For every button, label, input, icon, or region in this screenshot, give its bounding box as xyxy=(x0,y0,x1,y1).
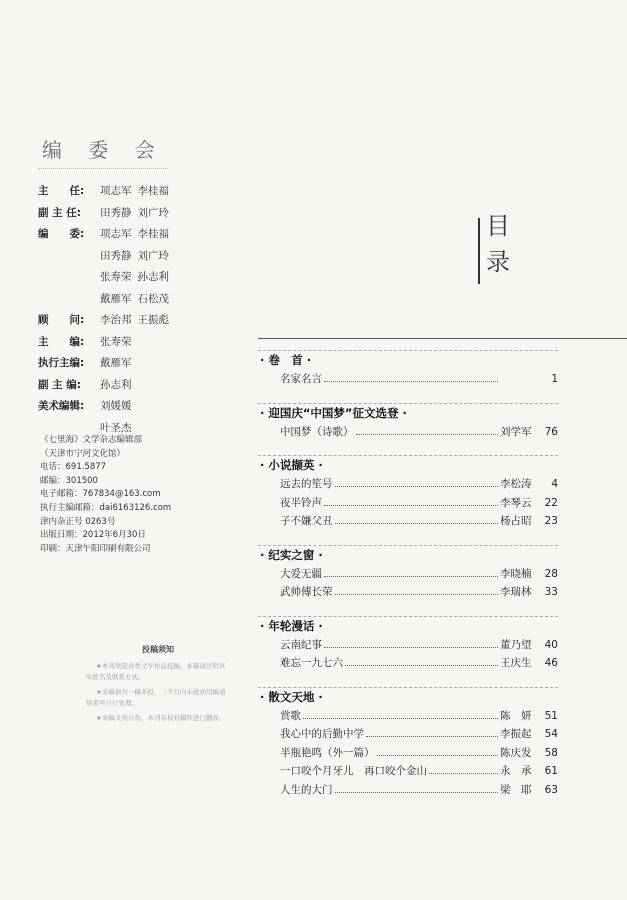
entry-title: 名家名言 xyxy=(280,373,322,385)
entry-title: 远去的笙号 xyxy=(280,478,333,490)
section-divider xyxy=(258,403,558,404)
dot-leader xyxy=(356,434,499,435)
staff-row xyxy=(38,223,268,245)
entry-author: 李松涛 xyxy=(500,478,532,490)
toc-heading xyxy=(486,208,516,280)
staff-role: 顾 问: xyxy=(38,314,85,327)
staff-row xyxy=(38,202,268,224)
staff-names xyxy=(100,312,175,327)
dot-leader xyxy=(324,576,498,577)
entry-page: 76 xyxy=(544,425,558,438)
staff-name: 田秀静 xyxy=(100,249,132,262)
entry-author: 杨占昭 xyxy=(500,515,532,527)
staff-name: 刘广玲 xyxy=(137,206,169,219)
staff-row xyxy=(38,395,268,417)
staff-name: 项志军 xyxy=(100,185,132,198)
toc-heading-char: 录 xyxy=(486,248,510,276)
staff-name: 李治邦 xyxy=(100,314,132,327)
staff-row xyxy=(38,352,268,374)
staff-names xyxy=(100,420,138,435)
dot-leader xyxy=(335,792,499,793)
entry-author: 永 承 xyxy=(500,765,532,777)
toc-section xyxy=(258,687,558,800)
entry-author: 王庆生 xyxy=(500,657,532,669)
section-title: · 散文天地 · xyxy=(260,689,323,704)
entry-page: 1 xyxy=(551,373,558,385)
staff-role: 编 委: xyxy=(38,228,85,241)
publication-line: 电子邮箱：767834@163.com xyxy=(40,489,161,500)
staff-role: 美术编辑: xyxy=(38,400,85,413)
staff-names xyxy=(100,334,138,349)
toc-entry[interactable] xyxy=(258,494,558,513)
toc-entry[interactable] xyxy=(258,370,558,389)
toc-entry[interactable] xyxy=(258,762,558,781)
staff-name: 刘广玲 xyxy=(137,249,169,262)
toc-entry[interactable] xyxy=(258,636,558,655)
heading-bar xyxy=(478,218,480,284)
section-title: · 小说撷英 · xyxy=(260,458,323,472)
staff-name: 王振彪 xyxy=(137,314,169,327)
staff-names xyxy=(100,269,175,284)
dot-leader xyxy=(345,665,498,666)
section-title: · 年轮漫话 · xyxy=(260,618,323,633)
dot-leader xyxy=(324,647,498,648)
entry-title: 武帅傅长荣 xyxy=(280,586,333,598)
staff-name: 张寿荣 xyxy=(100,335,132,348)
entry-author: 李琴云 xyxy=(500,496,532,509)
staff-role: 副 主 编: xyxy=(38,378,82,391)
staff-names xyxy=(100,377,138,392)
entry-title: 大爱无疆 xyxy=(280,567,322,580)
section-divider xyxy=(258,687,558,688)
publication-line: 印刷：天津午阳印刷有限公司 xyxy=(40,543,151,554)
staff-row xyxy=(38,309,268,331)
section-divider xyxy=(258,545,558,546)
toc-section xyxy=(258,403,558,442)
staff-name: 刘媛媛 xyxy=(100,400,132,413)
staff-row xyxy=(38,245,268,267)
staff-names xyxy=(100,183,175,198)
section-title: · 迎国庆“中国梦”征文选登 · xyxy=(260,405,407,420)
dot-leader xyxy=(335,486,499,487)
staff-names xyxy=(100,226,175,241)
staff-row xyxy=(38,288,268,310)
toc-entry[interactable] xyxy=(258,475,558,494)
entry-page: 22 xyxy=(544,496,558,509)
publication-line: 邮编：301500 xyxy=(40,475,98,486)
section-title: · 卷 首 · xyxy=(260,353,312,367)
notice-title: 投稿须知 xyxy=(142,645,174,654)
entry-title: 子不嫌父丑 xyxy=(280,515,333,527)
toc-top-rule xyxy=(258,338,627,339)
dot-leader xyxy=(335,523,499,524)
publication-line: 电话：691.5877 xyxy=(40,462,107,473)
toc-entry[interactable] xyxy=(258,512,558,531)
toc-entry[interactable] xyxy=(258,781,558,800)
publication-info xyxy=(40,434,260,556)
entry-page: 46 xyxy=(544,657,558,669)
entry-title: 云南纪事 xyxy=(280,638,322,651)
toc-entry[interactable] xyxy=(258,423,558,442)
notice-paragraph: ★来稿文责自负，本刊有权对稿件进行删改。 xyxy=(96,714,226,722)
toc-section xyxy=(258,616,558,673)
staff-names xyxy=(100,291,175,306)
staff-name: 李桂福 xyxy=(137,185,169,198)
staff-names xyxy=(100,205,175,220)
staff-name: 田秀静 xyxy=(100,206,132,219)
entry-author: 董乃望 xyxy=(500,638,532,651)
dot-leader xyxy=(377,755,499,756)
staff-row xyxy=(38,266,268,288)
entry-title: 我心中的后勤中学 xyxy=(280,728,364,740)
entry-author: 李晓楠 xyxy=(500,567,532,580)
staff-row xyxy=(38,180,268,202)
staff-role: 执行主编: xyxy=(38,357,85,370)
publication-line: 出版日期：2012年6月30日 xyxy=(40,530,146,541)
entry-page: 33 xyxy=(544,586,558,598)
section-divider xyxy=(258,455,558,456)
staff-name: 张寿荣 xyxy=(100,271,132,284)
staff-name: 李桂福 xyxy=(137,228,169,241)
staff-role: 主 任: xyxy=(38,185,85,198)
notice-paragraph: ★本刊欢迎各类文学作品投稿，来稿请注明真实姓名及联系方式。 xyxy=(86,662,226,681)
staff-names xyxy=(100,355,138,370)
dot-leader xyxy=(303,718,498,719)
section-divider xyxy=(258,616,558,617)
entry-author: 刘学军 xyxy=(500,425,532,438)
toc-entry[interactable] xyxy=(258,583,558,602)
staff-row xyxy=(38,331,268,353)
entry-author: 李瑞林 xyxy=(500,586,532,598)
dot-leader xyxy=(429,773,498,774)
toc-heading-char: 目 xyxy=(486,212,510,240)
staff-name: 项志军 xyxy=(100,228,132,241)
entry-page: 40 xyxy=(544,638,558,651)
staff-role: 主 编: xyxy=(38,335,85,348)
staff-name: 叶圣杰 xyxy=(100,421,132,434)
publication-line: 执行主编邮箱：dai6163126.com xyxy=(40,502,172,513)
section-title: · 纪实之窗 · xyxy=(260,547,323,562)
entry-title: 中国梦（诗歌） xyxy=(280,425,354,438)
toc-entry[interactable] xyxy=(258,725,558,744)
entry-page: 63 xyxy=(544,783,558,796)
entry-page: 4 xyxy=(551,478,558,490)
entry-author: 李振起 xyxy=(500,728,532,740)
toc-entry[interactable] xyxy=(258,565,558,584)
staff-list xyxy=(38,180,268,438)
dot-leader xyxy=(324,381,498,382)
entry-author: 梁 耶 xyxy=(500,783,532,796)
dot-leader xyxy=(335,594,499,595)
entry-title: 半瓶艳鸣（外一篇） xyxy=(280,746,375,759)
editorial-board-title: 编 委 会 xyxy=(42,138,165,162)
title-divider xyxy=(38,168,168,169)
staff-role: 副 主 任: xyxy=(38,206,82,219)
toc-entry[interactable] xyxy=(258,744,558,763)
entry-page: 54 xyxy=(544,728,558,740)
staff-name: 孙志利 xyxy=(137,271,169,284)
entry-page: 58 xyxy=(544,746,558,759)
dot-leader xyxy=(324,505,498,506)
entry-title: 难忘一九七六 xyxy=(280,657,343,669)
publication-line: 《七里海》文学杂志编辑部 xyxy=(40,435,143,445)
entry-page: 61 xyxy=(544,765,558,777)
entry-author: 陈 妍 xyxy=(500,709,532,722)
entry-page: 23 xyxy=(544,515,558,527)
entry-title: 夜半铃声 xyxy=(280,496,322,509)
staff-name: 戴雁军 xyxy=(100,292,132,305)
notice-paragraph: ★来稿请勿一稿多投，三个月内未收到用稿通知者可自行处理。 xyxy=(86,688,226,707)
staff-names xyxy=(100,248,175,263)
staff-row xyxy=(38,374,268,396)
submission-notice xyxy=(86,644,230,728)
staff-name: 孙志利 xyxy=(100,378,132,391)
staff-name: 戴雁军 xyxy=(100,357,132,370)
publication-line: 津内杂正号 0263号 xyxy=(40,516,116,527)
entry-page: 51 xyxy=(544,709,558,722)
dot-leader xyxy=(366,736,498,737)
entry-author: 陈庆发 xyxy=(500,746,532,759)
entry-page: 28 xyxy=(544,567,558,580)
publication-line: （天津市宁河文化馆） xyxy=(40,448,126,459)
entry-title: 人生的大门 xyxy=(280,783,333,796)
toc-entry[interactable] xyxy=(258,707,558,726)
toc-section xyxy=(258,350,558,389)
section-divider xyxy=(258,350,558,351)
toc-section xyxy=(258,545,558,602)
entry-title: 赏歌 xyxy=(280,709,301,722)
toc-section xyxy=(258,455,558,531)
staff-name: 石松茂 xyxy=(137,292,169,305)
table-of-contents xyxy=(258,350,558,813)
toc-entry[interactable] xyxy=(258,654,558,673)
entry-title: 一口咬个月牙儿 再口咬个金山 xyxy=(280,765,427,777)
staff-names xyxy=(100,398,138,413)
